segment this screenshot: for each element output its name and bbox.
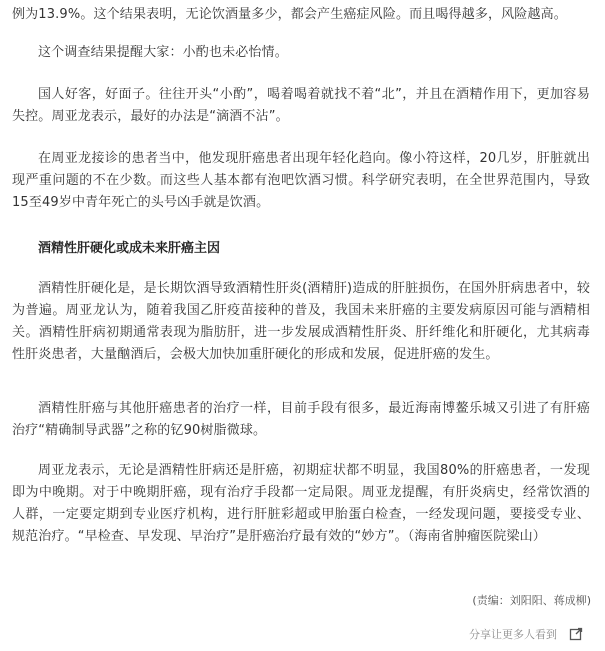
section-heading: 酒精性肝硬化或成未来肝癌主因 — [38, 241, 221, 256]
article-paragraph: 这个调查结果提醒大家：小酌也未必怡情。 — [38, 45, 288, 60]
share-button[interactable] — [469, 626, 583, 642]
share-label: 分享让更多人看到 — [469, 628, 557, 641]
editor-credit: (责编：刘阳阳、蒋成柳) — [472, 594, 591, 607]
article-paragraph: 例为13.9%。这个结果表明，无论饮酒量多少，都会产生癌症风险。而且喝得越多，风险越高。 — [12, 7, 567, 22]
article-paragraph: 周亚龙表示，无论是酒精性肝病还是肝癌，初期症状都不明显，我国80%的肝癌患者，一发现即为中晚期。对于中晚期肝癌，现有治疗手段都一定局限。周亚龙提醒，有肝炎病史，经常饮酒的人群，一定要定期到专业医疗机构，进行肝脏彩超或甲胎蛋白检查，一经发现问题，要接受专业、规范治疗。“早检查、早发现、早治疗”是肝癌治疗最有效的“妙方”。（海南省肿瘤医院梁山） — [12, 463, 590, 544]
share-icon — [569, 627, 583, 641]
article-paragraph: 酒精性肝硬化是，是长期饮酒导致酒精性肝炎(酒精肝)造成的肝脏损伤，在国外肝病患者中，较为普遍。周亚龙认为，随着我国乙肝疫苗接种的普及，我国未来肝癌的主要发病原因可能与酒精相关。酒精性肝病初期通常表现为脂肪肝，进一步发展成酒精性肝炎、肝纤维化和肝硬化，尤其病毒性肝炎患者，大量酗酒后，会极大加快加重肝硬化的形成和发展，促进肝癌的发生。 — [12, 281, 590, 362]
article-paragraph: 酒精性肝癌与其他肝癌患者的治疗一样，目前手段有很多，最近海南博鳌乐城又引进了有肝癌治疗“精确制导武器”之称的钇90树脂微球。 — [12, 401, 590, 438]
article-paragraph: 在周亚龙接诊的患者当中，他发现肝癌患者出现年轻化趋向。像小符这样，20几岁，肝脏就出现严重问题的不在少数。而这些人基本都有泡吧饮酒习惯。科学研究表明，在全世界范围内，导致15至49岁中青年死亡的头号凶手就是饮酒。 — [12, 151, 590, 210]
article-paragraph: 国人好客，好面子。往往开头“小酌”，喝着喝着就找不着“北”，并且在酒精作用下，更加容易失控。周亚龙表示，最好的办法是“滴酒不沾”。 — [12, 87, 590, 124]
